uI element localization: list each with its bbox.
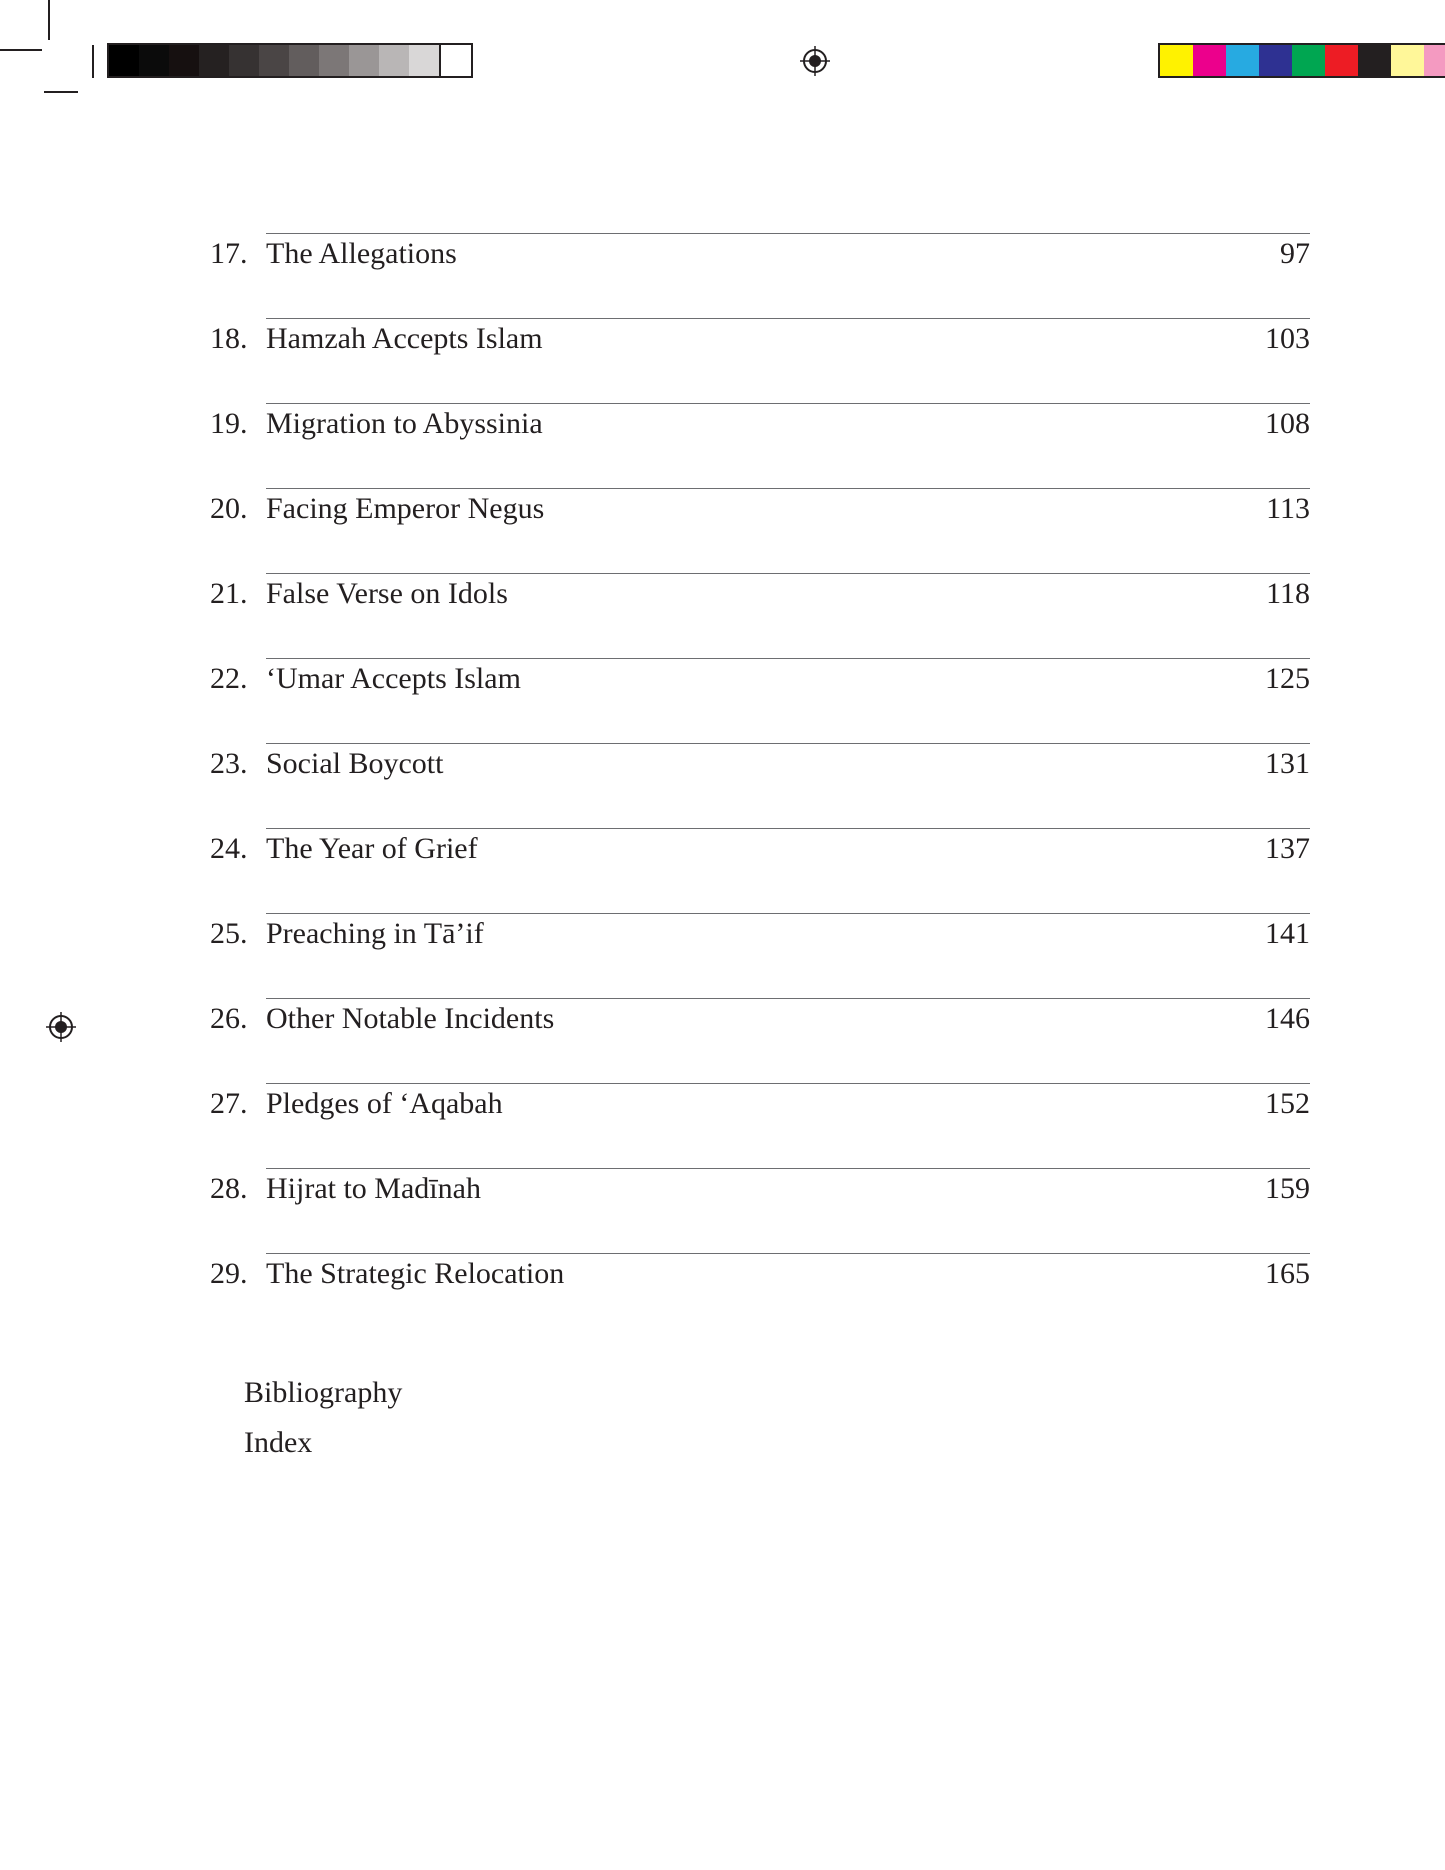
page-number: 108 <box>1265 407 1310 440</box>
toc-entry <box>210 1168 1310 1253</box>
toc-entry <box>210 1253 1310 1338</box>
color-swatch <box>1193 45 1226 76</box>
page-number: 103 <box>1265 322 1310 355</box>
chapter-title: Other Notable Incidents <box>266 1002 555 1035</box>
chapter-number: 28. <box>210 1172 248 1205</box>
gray-swatch <box>169 45 199 76</box>
color-swatch <box>1292 45 1325 76</box>
gray-swatch <box>349 45 379 76</box>
chapter-title: Migration to Abyssinia <box>266 407 543 440</box>
chapter-title: ‘Umar Accepts Islam <box>266 662 521 695</box>
gray-swatch <box>439 45 471 76</box>
chapter-title: Hamzah Accepts Islam <box>266 322 543 355</box>
registration-mark-icon <box>46 1012 76 1042</box>
page-number: 141 <box>1265 917 1310 950</box>
grayscale-color-bar <box>107 43 473 78</box>
chapter-title: Hijrat to Madīnah <box>266 1172 481 1205</box>
page-number: 97 <box>1280 237 1310 270</box>
toc-entry <box>210 1083 1310 1168</box>
chapter-number: 22. <box>210 662 248 695</box>
chapter-title: The Allegations <box>266 237 457 270</box>
page-number: 131 <box>1265 747 1310 780</box>
chapter-number: 20. <box>210 492 248 525</box>
page-number: 152 <box>1265 1087 1310 1120</box>
crop-mark <box>44 91 78 93</box>
chapter-title: Pledges of ‘Aqabah <box>266 1087 503 1120</box>
gray-swatch <box>379 45 409 76</box>
toc-entry <box>210 658 1310 743</box>
back-matter-item: Index <box>244 1426 313 1459</box>
toc-entry <box>210 573 1310 658</box>
process-color-bar <box>1158 43 1445 78</box>
gray-swatch <box>139 45 169 76</box>
table-of-contents <box>210 233 1310 1338</box>
chapter-title: The Strategic Relocation <box>266 1257 565 1290</box>
back-matter-list <box>244 1368 402 1468</box>
gray-swatch <box>409 45 439 76</box>
page-number: 113 <box>1266 492 1310 525</box>
gray-swatch <box>259 45 289 76</box>
page-number: 118 <box>1266 577 1310 610</box>
crop-mark <box>48 0 50 40</box>
chapter-title: Facing Emperor Negus <box>266 492 545 525</box>
toc-entry <box>210 828 1310 913</box>
page-number: 125 <box>1265 662 1310 695</box>
registration-mark-icon <box>800 46 830 76</box>
chapter-number: 25. <box>210 917 248 950</box>
gray-swatch <box>109 45 139 76</box>
chapter-number: 21. <box>210 577 248 610</box>
chapter-number: 26. <box>210 1002 248 1035</box>
crop-mark <box>0 49 42 51</box>
chapter-title: Social Boycott <box>266 747 444 780</box>
toc-entry <box>210 318 1310 403</box>
toc-entry <box>210 233 1310 318</box>
chapter-number: 24. <box>210 832 248 865</box>
chapter-number: 27. <box>210 1087 248 1120</box>
chapter-title: False Verse on Idols <box>266 577 508 610</box>
gray-swatch <box>289 45 319 76</box>
color-swatch <box>1160 45 1193 76</box>
toc-entry <box>210 403 1310 488</box>
chapter-number: 17. <box>210 237 248 270</box>
color-swatch <box>1226 45 1259 76</box>
chapter-number: 29. <box>210 1257 248 1290</box>
gray-swatch <box>199 45 229 76</box>
gray-swatch <box>319 45 349 76</box>
chapter-number: 19. <box>210 407 248 440</box>
toc-entry <box>210 913 1310 998</box>
back-matter-item: Bibliography <box>244 1376 403 1409</box>
chapter-number: 18. <box>210 322 248 355</box>
gray-swatch <box>229 45 259 76</box>
page-number: 137 <box>1265 832 1310 865</box>
page-number: 159 <box>1265 1172 1310 1205</box>
color-swatch <box>1424 45 1445 76</box>
chapter-title: Preaching in Tā’if <box>266 917 484 950</box>
chapter-number: 23. <box>210 747 248 780</box>
color-swatch <box>1391 45 1424 76</box>
toc-entry <box>210 743 1310 828</box>
toc-entry <box>210 998 1310 1083</box>
color-swatch <box>1325 45 1358 76</box>
color-swatch <box>1259 45 1292 76</box>
toc-entry <box>210 488 1310 573</box>
color-swatch <box>1358 45 1391 76</box>
crop-mark <box>92 45 94 78</box>
page-number: 165 <box>1265 1257 1310 1290</box>
page-number: 146 <box>1265 1002 1310 1035</box>
chapter-title: The Year of Grief <box>266 832 478 865</box>
